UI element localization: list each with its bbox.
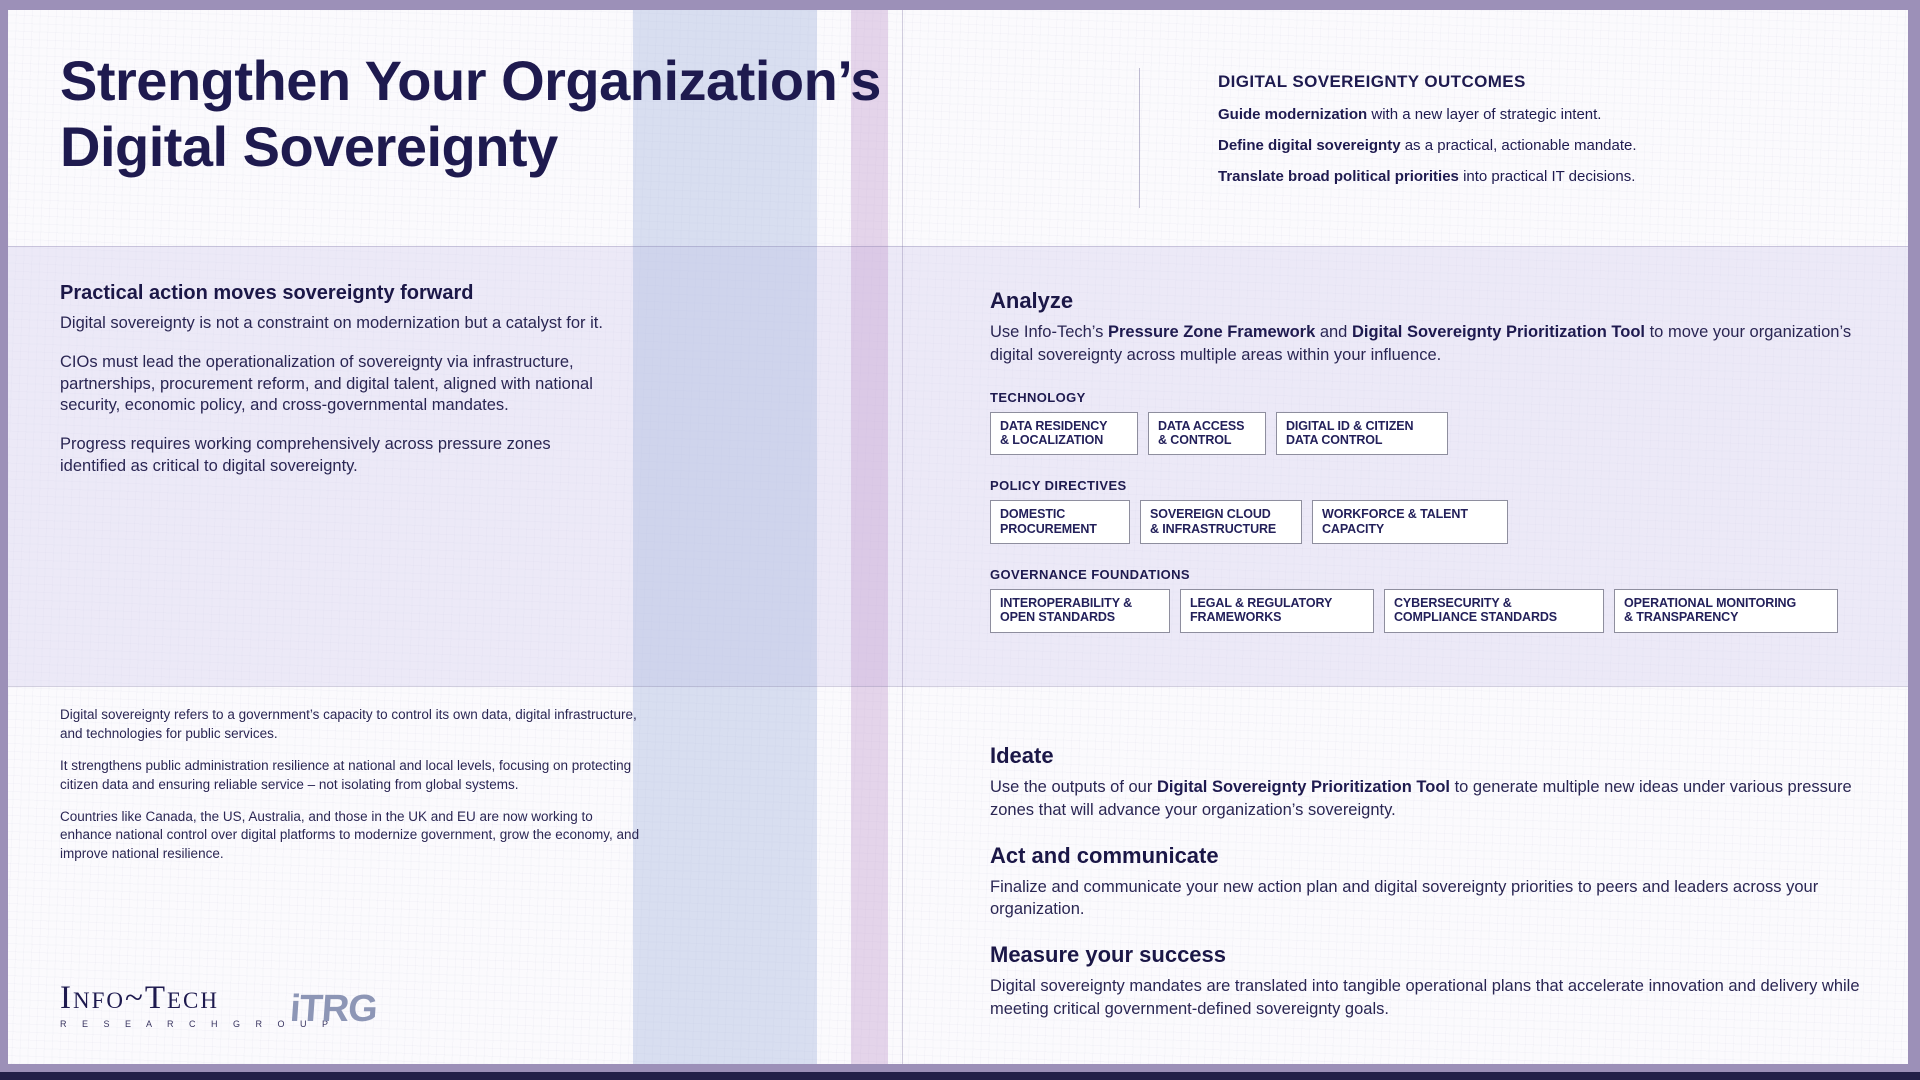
zone-label-governance-foundations: GOVERNANCE FOUNDATIONS [990,567,1190,583]
pressure-zone-box [1614,589,1838,633]
section-divider-top [8,246,1908,247]
definition-paragraph: Digital sovereignty refers to a government’s capacity to control its own data, digital infrastructure, and technologies for public services. [60,707,637,741]
pressure-zone-box [990,589,1170,633]
infotech-logo-subtitle: R E S E A R C H G R O U P [60,1019,335,1029]
measure-step [990,942,1870,1021]
zone-label-policy-directives: POLICY DIRECTIVES [990,478,1127,494]
pressure-zone-box-label: DIGITAL ID & CITIZEN [1286,418,1414,433]
page-title-line1: Strengthen Your Organization’s [60,49,881,112]
outcome-item [1218,168,1838,187]
zone-row-technology [990,412,1870,456]
page-title-line2: Digital Sovereignty [60,114,558,178]
pressure-zone-box-label: OPERATIONAL MONITORING [1624,596,1797,611]
outcome-item [1218,106,1838,125]
outcomes-heading: DIGITAL SOVEREIGNTY OUTCOMES [1218,72,1526,91]
pressure-zone-box-label: CAPACITY [1322,521,1385,536]
pressure-zone-box-label: WORKFORCE & TALENT [1322,507,1468,522]
outcome-item [1218,137,1838,156]
pressure-zone-box [1140,500,1302,544]
practical-action-paragraph: Progress requires working comprehensively across pressure zones identified as critical to digital sovereignty. [60,435,551,475]
pressure-zone-box-label: INTEROPERABILITY & [1000,596,1133,611]
ideate-step [990,743,1870,822]
analyze-section [990,288,1870,633]
infotech-logo-wordmark: Info~Tech [60,980,220,1016]
pressure-zone-framework-label: Pressure Zone Framework [1108,323,1316,341]
pressure-zone-box [1312,500,1508,544]
pressure-zone-box-label: & LOCALIZATION [1000,432,1104,447]
prioritization-tool-label: Digital Sovereignty Prioritization Tool [1156,778,1450,796]
analyze-intro-text: and [1315,323,1352,341]
outcome-item-rest: as a practical, actionable mandate. [1400,136,1637,154]
practical-action-paragraph: CIOs must lead the operationalization of sovereignty via infrastructure, partnerships, procurement reform, and digital talent, aligned with national security, economic policy, and cross-governmental mandates. [60,352,593,415]
act-step [990,843,1870,922]
definition-paragraph: Countries like Canada, the US, Australia, and those in the UK and EU are now working to enhance national control over digital platforms to modernize government, grow the economy, and improve national resilience. [60,808,640,862]
outcome-item-rest: with a new layer of strategic intent. [1367,106,1602,123]
measure-heading: Measure your success [990,942,1227,968]
analyze-heading: Analyze [990,288,1074,313]
ideate-text-part: Use the outputs of our [990,778,1157,796]
pressure-zone-box-label: OPEN STANDARDS [1000,610,1116,625]
pressure-zone-box-label: COMPLIANCE STANDARDS [1394,610,1558,625]
pressure-zone-box-label: SOVEREIGN CLOUD [1150,507,1271,522]
act-text: Finalize and communicate your new action plan and digital sovereignty priorities to peers and leaders across your organization. [990,877,1819,919]
ideate-text-part: to generate multiple new ideas under various pressure zones that will advance your organization’s sovereignty. [990,778,1852,819]
pressure-zone-box-label: LEGAL & REGULATORY [1190,596,1333,611]
practical-action-section [60,282,605,495]
section-divider-bottom [8,686,1908,687]
outcome-item-lead: Translate broad political priorities [1218,167,1459,185]
analyze-intro-text: Use Info-Tech’s [990,323,1108,341]
act-heading: Act and communicate [990,842,1219,868]
pressure-zone-box-label: PROCUREMENT [1000,521,1097,536]
outcomes-section [1218,72,1838,198]
pressure-zone-box-label: DATA RESIDENCY [1000,418,1108,433]
zone-row-governance-foundations [990,589,1870,633]
bottom-edge-bar [0,1072,1920,1080]
pressure-zone-box-label: DATA ACCESS [1158,418,1245,433]
content-canvas [8,10,1908,1064]
practical-action-paragraph: Digital sovereignty is not a constraint on modernization but a catalyst for it. [60,314,603,332]
pressure-zone-box-label: CYBERSECURITY & [1394,596,1512,611]
analyze-intro [990,321,1870,367]
pressure-zone-box-label: DOMESTIC [1000,507,1066,522]
itrg-logo: iTRG [288,988,379,1030]
ideate-heading: Ideate [990,743,1054,768]
definition-paragraph: It strengthens public administration resilience at national and local levels, focusing on protecting citizen data and ensuring reliable service – not isolating from global systems. [60,757,632,792]
outcome-item-rest: into practical IT decisions. [1458,167,1636,185]
pressure-zone-box [1180,589,1374,633]
page-title [60,48,1110,179]
pressure-zone-box-label: FRAMEWORKS [1190,610,1282,625]
outcome-item-lead: Define digital sovereignty [1218,136,1401,154]
pressure-zone-box-label: & INFRASTRUCTURE [1150,521,1277,536]
pressure-zone-box [1384,589,1604,633]
ideate-text [990,776,1870,822]
pressure-zone-box [990,500,1130,544]
zone-row-policy-directives [990,500,1870,544]
pressure-zone-box-label: DATA CONTROL [1286,432,1383,447]
prioritization-tool-label: Digital Sovereignty Prioritization Tool [1351,323,1646,341]
outcome-item-lead: Guide modernization [1218,106,1368,123]
pressure-zone-box-label: & CONTROL [1158,432,1232,447]
pressure-zone-box-label: & TRANSPARENCY [1624,610,1739,625]
practical-action-heading: Practical action moves sovereignty forward [60,282,474,304]
definition-section [60,706,640,877]
zone-label-technology: TECHNOLOGY [990,389,1086,405]
pressure-zone-box [1276,412,1448,456]
header-divider [1139,68,1140,208]
steps-section [990,743,1870,1042]
pressure-zone-box [1148,412,1266,456]
measure-text: Digital sovereignty mandates are translated into tangible operational plans that accelerate innovation and delivery while meeting critical government-defined sovereignty goals. [990,977,1860,1018]
analyze-intro-text: to move your organization’s digital sovereignty across multiple areas within your influence. [990,323,1852,364]
pressure-zone-box [990,412,1138,456]
